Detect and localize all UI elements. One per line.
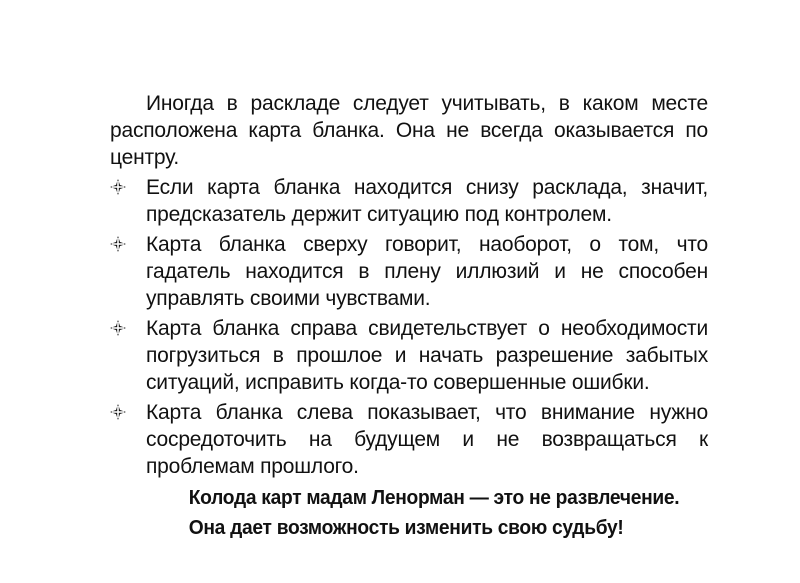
diamond-cross-icon: [110, 404, 126, 420]
page-content: [110, 90, 708, 543]
intro-paragraph: Иногда в раскладе следует учитывать, в каком месте расположена карта бланка. Она не всегда оказывается по центру.: [110, 92, 708, 169]
bullet-item-top: [110, 231, 708, 312]
closing-statement: [110, 483, 684, 543]
bullet-item-right: [110, 315, 708, 396]
bullet-item-left: [110, 399, 708, 480]
bullet-text: Карта бланка слева показывает, что внимание нужно сосредоточить на будущем и не возвращаться к проблемам прошлого.: [146, 401, 708, 478]
bullet-text: Если карта бланка находится снизу расклада, значит, предсказатель держит ситуацию под контролем.: [146, 176, 708, 226]
closing-line-1: Колода карт мадам Ленорман — это не развлечение.: [188, 487, 680, 509]
diamond-cross-icon: [110, 179, 126, 195]
closing-line-2: Она дает возможность изменить свою судьбу!: [188, 517, 624, 539]
bullet-item-bottom: [110, 174, 708, 228]
diamond-cross-icon: [110, 236, 126, 252]
diamond-cross-icon: [110, 320, 126, 336]
bullet-text: Карта бланка сверху говорит, наоборот, о том, что гадатель находится в плену иллюзий и не способен управлять своими чувствами.: [146, 233, 708, 310]
bullet-text: Карта бланка справа свидетельствует о необходимости погрузиться в прошлое и начать разрешение забытых ситуаций, исправить когда-то совершенные ошибки.: [146, 317, 708, 394]
